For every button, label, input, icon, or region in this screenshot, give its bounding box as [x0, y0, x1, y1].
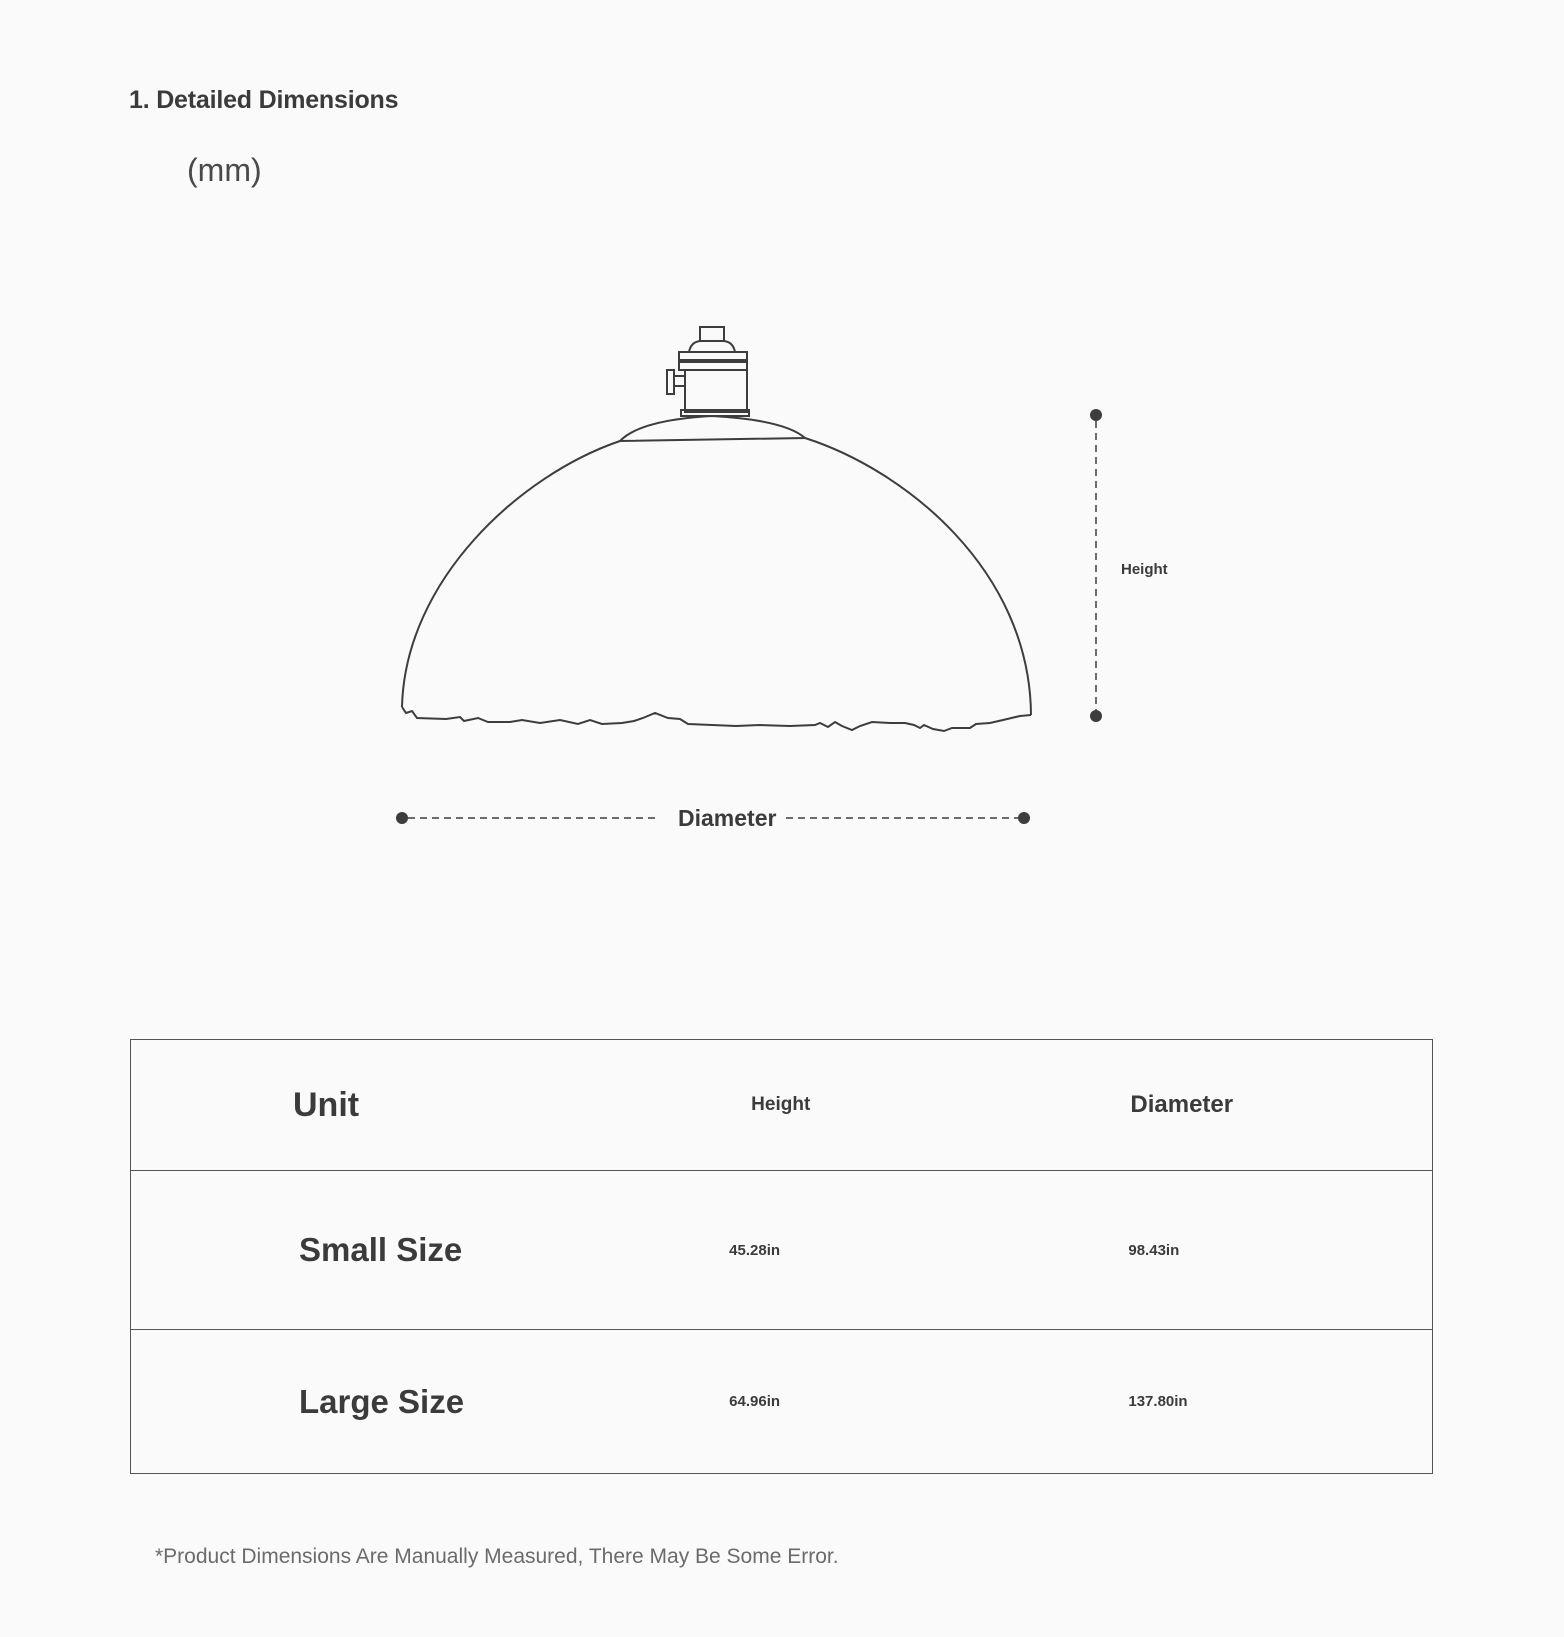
- socket-dome: [689, 341, 735, 352]
- table-row: [131, 1171, 1433, 1330]
- socket-switch-stem: [674, 376, 685, 386]
- unit-note: (mm): [187, 152, 262, 188]
- canopy: [620, 416, 805, 441]
- height-label: Height: [1121, 561, 1168, 578]
- diameter-label: Diameter: [678, 805, 777, 831]
- shade-left-arc: [402, 441, 620, 707]
- lamp-shade-illustration: [402, 327, 1031, 731]
- height-top-dot: [1090, 409, 1102, 421]
- socket-switch: [667, 370, 674, 394]
- socket-body: [685, 370, 747, 412]
- dimensions-table: [130, 1039, 1433, 1474]
- socket-band-2: [679, 362, 747, 370]
- height-value: 64.96in: [659, 1330, 1037, 1474]
- table-header-row: [131, 1040, 1433, 1171]
- header-unit: Unit: [293, 1085, 360, 1124]
- socket-band-1: [679, 352, 747, 360]
- diameter-right-dot: [1018, 812, 1030, 824]
- socket-cap: [700, 327, 724, 341]
- height-value: 45.28in: [659, 1171, 1037, 1330]
- diameter-value: 98.43in: [1037, 1171, 1432, 1330]
- shade-right-arc: [805, 438, 1031, 715]
- height-dimension-line: [1090, 409, 1102, 722]
- height-bottom-dot: [1090, 710, 1102, 722]
- header-height: Height: [751, 1094, 811, 1115]
- diameter-left-dot: [396, 812, 408, 824]
- diameter-value: 137.80in: [1037, 1330, 1432, 1474]
- size-name: Large Size: [131, 1330, 660, 1474]
- measurement-disclaimer: *Product Dimensions Are Manually Measured, There May Be Some Error.: [155, 1545, 839, 1568]
- shade-bottom-edge: [402, 707, 1031, 731]
- size-name: Small Size: [131, 1171, 660, 1330]
- header-diameter: Diameter: [1130, 1091, 1234, 1118]
- section-title: 1. Detailed Dimensions: [129, 86, 399, 114]
- table-row: [131, 1330, 1433, 1474]
